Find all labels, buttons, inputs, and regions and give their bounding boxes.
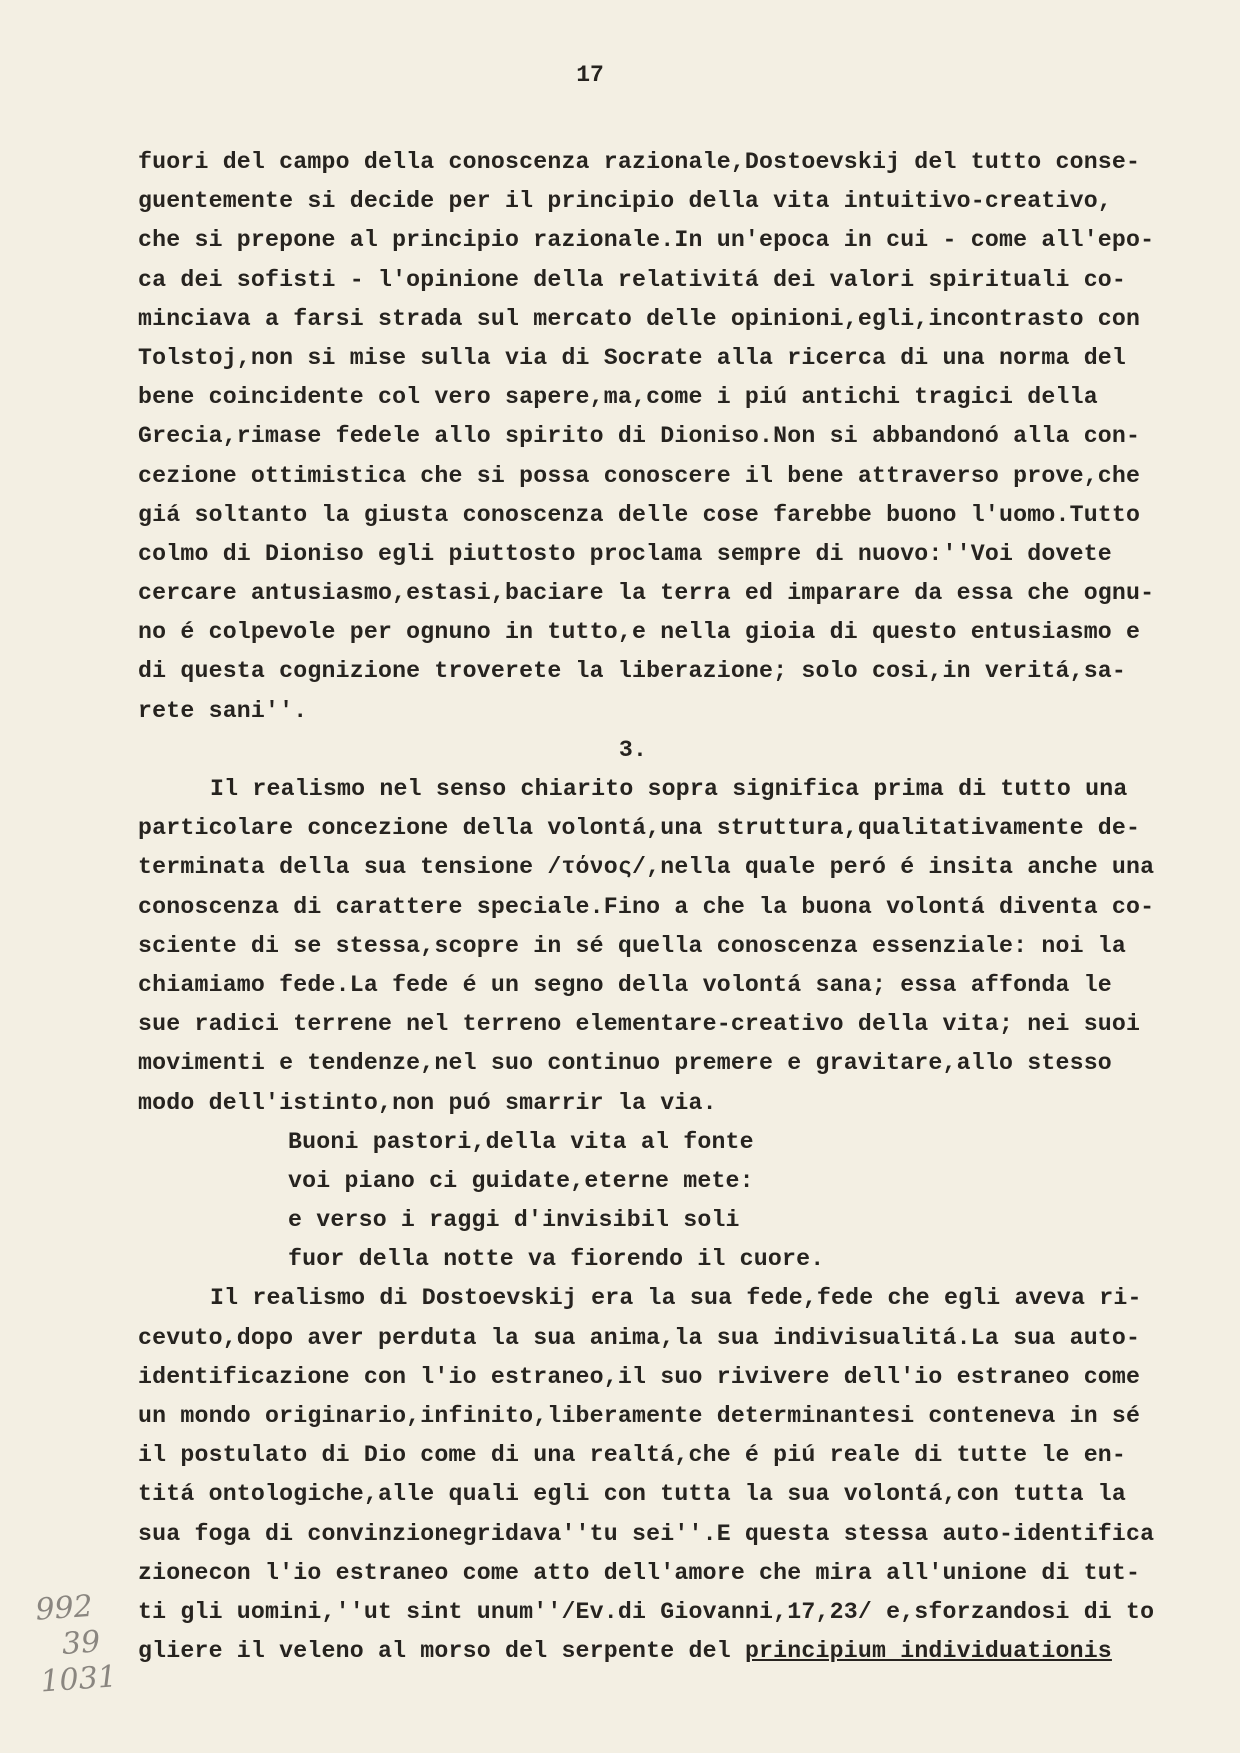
text-line: movimenti e tendenze,nel suo continuo premere e gravitare,allo stesso bbox=[138, 1050, 1112, 1077]
section-heading: 3. bbox=[618, 736, 648, 763]
text-line: no é colpevole per ognuno in tutto,e nella gioia di questo entusiasmo e bbox=[138, 619, 1141, 646]
verse-line: e verso i raggi d'invisibil soli bbox=[288, 1207, 740, 1234]
margin-note-line: 992 bbox=[34, 1588, 94, 1628]
text-line: guentemente si decide per il principio della vita intuitivo-creativo, bbox=[138, 188, 1112, 215]
handwritten-margin-note bbox=[34, 1587, 118, 1700]
text-line: particolare concezione della volontá,una struttura,qualitativamente de- bbox=[138, 815, 1141, 842]
text-line: sue radici terrene nel terreno elementare-creativo della vita; nei suoi bbox=[138, 1011, 1141, 1038]
text-line: che si prepone al principio razionale.In un'epoca in cui - come all'epo- bbox=[138, 227, 1155, 254]
verse-line: voi piano ci guidate,eterne mete: bbox=[288, 1167, 754, 1194]
text-line: ca dei sofisti - l'opinione della relativitá dei valori spirituali co- bbox=[138, 266, 1127, 293]
text-line: rete sani''. bbox=[138, 697, 308, 724]
body-text bbox=[138, 143, 1218, 1671]
margin-note-line: 39 bbox=[60, 1624, 102, 1662]
text-line: cezione ottimistica che si possa conoscere il bene attraverso prove,che bbox=[138, 462, 1141, 489]
margin-note-line: 1031 bbox=[39, 1659, 118, 1700]
text-line: Tolstoj,non si mise sulla via di Socrate alla ricerca di una norma del bbox=[138, 344, 1127, 371]
text-line: cevuto,dopo aver perduta la sua anima,la sua indivisualitá.La sua auto- bbox=[138, 1324, 1141, 1351]
text-line: Il realismo di Dostoevskij era la sua fede,fede che egli aveva ri- bbox=[210, 1285, 1142, 1312]
text-line: zionecon l'io estraneo come atto dell'amore che mira all'unione di tut- bbox=[138, 1559, 1141, 1586]
text-line: un mondo originario,infinito,liberamente determinantesi conteneva in sé bbox=[138, 1403, 1141, 1429]
text-line: minciava a farsi strada sul mercato delle opinioni,egli,incontrasto con bbox=[138, 305, 1141, 332]
text-line: fuori del campo della conoscenza razionale,Dostoevskij del tutto conse- bbox=[138, 149, 1141, 175]
text-line: modo dell'istinto,non puó smarrir la via. bbox=[138, 1089, 717, 1116]
text-line: terminata della sua tensione /τόνος/,nella quale peró é insita anche una bbox=[138, 854, 1155, 881]
text-line: sua foga di convinzionegridava''tu sei''.E questa stessa auto-identifica bbox=[138, 1520, 1155, 1547]
text-line: identificazione con l'io estraneo,il suo rivivere dell'io estraneo come bbox=[138, 1363, 1141, 1390]
text-line: colmo di Dioniso egli piuttosto proclama sempre di nuovo:''Voi dovete bbox=[138, 540, 1112, 567]
text-line: ti gli uomini,''ut sint unum''/Ev.di Giovanni,17,23/ e,sforzandosi di to bbox=[138, 1598, 1155, 1625]
text-line-last bbox=[138, 1632, 1218, 1671]
text-line: titá ontologiche,alle quali egli con tutta la sua volontá,con tutta la bbox=[138, 1481, 1127, 1508]
text-line: chiamiamo fede.La fede é un segno della volontá sana; essa affonda le bbox=[138, 971, 1112, 998]
text-line: di questa cognizione troverete la liberazione; solo cosi,in veritá,sa- bbox=[138, 658, 1127, 685]
text-line: Il realismo nel senso chiarito sopra significa prima di tutto una bbox=[210, 776, 1128, 802]
text-line: conoscenza di carattere speciale.Fino a che la buona volontá diventa co- bbox=[138, 893, 1155, 920]
text-line: sciente di se stessa,scopre in sé quella conoscenza essenziale: noi la bbox=[138, 932, 1127, 959]
page-number: 17 bbox=[576, 62, 604, 88]
last-line-text: gliere il veleno al morso del serpente del bbox=[138, 1638, 745, 1665]
text-line: Grecia,rimase fedele allo spirito di Dioniso.Non si abbandonó alla con- bbox=[138, 423, 1141, 450]
verse-line: Buoni pastori,della vita al fonte bbox=[288, 1128, 754, 1155]
text-line: bene coincidente col vero sapere,ma,come i piú antichi tragici della bbox=[138, 384, 1098, 411]
text-line: cercare antusiasmo,estasi,baciare la terra ed imparare da essa che ognu- bbox=[138, 580, 1155, 607]
text-line: il postulato di Dio come di una realtá,che é piú reale di tutte le en- bbox=[138, 1442, 1127, 1469]
verse-line: fuor della notte va fiorendo il cuore. bbox=[288, 1246, 825, 1273]
text-line: giá soltanto la giusta conoscenza delle cose farebbe buono l'uomo.Tutto bbox=[138, 501, 1141, 528]
underlined-phrase: principium individuationis bbox=[744, 1638, 1112, 1665]
